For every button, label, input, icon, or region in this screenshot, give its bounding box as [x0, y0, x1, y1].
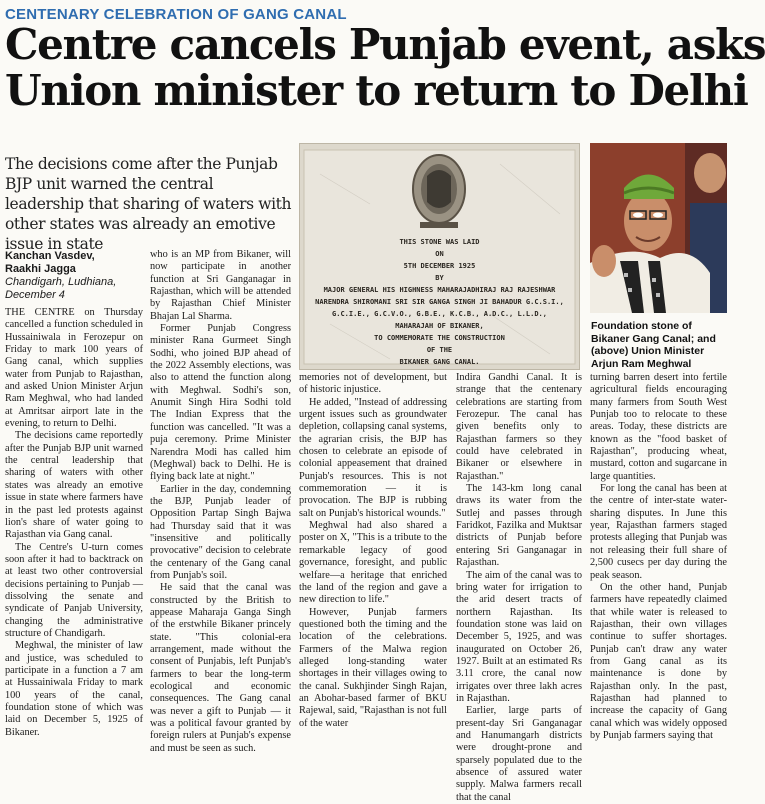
paragraph: turning barren desert into fertile agricultural fields encouraging many farmers from South West Punjab too to relocate to these areas. Today, these districts are known as the "food basket of Rajasthan", producing wheat, mustard, cotton and sugarcane in large quantities. [590, 372, 727, 482]
dateline: Chandigarh, Ludhiana, December 4 [5, 276, 117, 301]
photo-caption: Foundation stone of Bikaner Gang Canal; and (above) Union Minister Arjun Ram Meghwal [591, 320, 716, 370]
headline-line-1: Centre cancels Punjab event, asks [5, 20, 765, 69]
paragraph: THE CENTRE on Thursday cancelled a function scheduled in Hussainiwala in Ferozepur on Friday to mark 100 years of Gang canal, which supplies water from Punjab to Rajasthan, and asked Union Minister Arjun Ram Meghwal, who had landed at Amritsar airport late in the evening, to return to Delhi. [5, 307, 143, 430]
stone-inscription [308, 236, 571, 368]
paragraph: memories not of development, but of historic injustice. [299, 372, 447, 396]
paragraph: However, Punjab farmers questioned both the timing and the location of the celebrations. Farmers of the Malwa region alleged long-standing water shortages in their villages owing to the canal. Sukhjinder Singh Rajan, an Abohar-based farmer of BKU Rajewal, said, "Rajasthan is not full of the water [299, 606, 447, 729]
paragraph: He added, "Instead of addressing urgent issues such as groundwater depletion, collapsing canal systems, the agrarian crisis, the BJP has chosen to celebrate an episode of colonial appeasement that drained Punjab's resources. This is not commemoration — it is provocation. The BJP is rubbing salt on Punjab's historical wounds." [299, 396, 447, 519]
byline [5, 250, 145, 302]
inscription-line: THIS STONE WAS LAID [399, 238, 480, 246]
paragraph: The Centre's U-turn comes soon after it had to backtrack on at least two other controversial decisions pertaining to Punjab — dissolving the senate and syndicate of Panjab University, changing the administrative structure of Chandigarh. [5, 541, 143, 639]
article-column-1 [5, 307, 143, 738]
article-column-3 [299, 372, 447, 729]
inscription-line: 5TH DECEMBER 1925 [403, 262, 476, 270]
foundation-stone-photo [299, 143, 580, 370]
inscription-line: G.C.I.E., G.C.V.O., G.B.E., K.C.B., A.D.C., L.L.D., [332, 310, 547, 318]
paragraph: Former Punjab Congress minister Rana Gurmeet Singh Sodhi, who joined BJP ahead of the 2022 Assembly elections, was also to attend the function along with Meghwal. Sodhi's son, Anumit Singh Hira Sodhi told The Indian Express that the function was cancelled. "It was a puja ceremony. Prime Minister Narendra Modi has called him (Meghwal) back to Delhi. He is flying back late at night." [150, 323, 291, 483]
paragraph: Earlier in the day, condemning the BJP, Punjab leader of Opposition Partap Singh Bajwa had Thursday said that it was "insensitive and politically provocative" decision to celebrate the centenary of the Gang canal from Punjab's soil. [150, 483, 291, 581]
paragraph: who is an MP from Bikaner, will now participate in another function at Sri Ganganagar in Rajasthan, which will be attended by Rajasthan Chief Minister Bhajan Lal Sharma. [150, 249, 291, 322]
paragraph: The 143-km long canal draws its water from the Sutlej and passes through Faridkot, Fazilka and Muktsar districts of Punjab before entering Sri Ganganagar in Rajasthan. [456, 483, 582, 569]
paragraph: Earlier, large parts of present-day Sri Ganganagar and Hanumangarh districts were drought-prone and sparsely populated due to the absence of assured water supply. Malwa farmers recall that the canal [456, 705, 582, 803]
inscription-line: BIKANER GANG CANAL. [399, 358, 480, 366]
inscription-line: MAJOR GENERAL HIS HIGHNESS MAHARAJADHIRAJ RAJ RAJESHWAR [323, 286, 556, 294]
paragraph: He said that the canal was constructed by the British to appease Maharaja Ganga Singh of the erstwhile Bikaner princely state. "This colonial-era arrangement, made without the consent of Punjabis, left Punjab's farmers to bear the long-term ecological and economic consequences. The Gang canal was never a gift to Punjab — it was a political favour granted by foreign rulers at Punjab's expense and must be seen as such. [150, 582, 291, 754]
inscription-line: TO COMMEMORATE THE CONSTRUCTION [374, 334, 505, 342]
inscription-line: BY [435, 274, 444, 282]
paragraph: Meghwal had also shared a poster on X, "This is a tribute to the remarkable legacy of good governance, foresight, and public welfare—a heritage that enriched the land of the region and gave a new direction to life." [299, 520, 447, 606]
minister-portrait-photo [590, 143, 727, 313]
article-column-2 [150, 249, 291, 754]
paragraph: Meghwal, the minister of law and justice, was scheduled to participate in a function a 7 am at Hussainiwala Friday to mark 100 years of the canal, foundation stone of which was laid on December 5, 1925 of Bikaner. [5, 640, 143, 738]
author-1: Kanchan Vasdev, [5, 250, 95, 262]
kicker: CENTENARY CELEBRATION OF GANG CANAL [5, 6, 347, 23]
minister-portrait-image [590, 143, 727, 313]
inscription-line: NARENDRA SHIROMANI SRI SIR GANGA SINGH JI BAHADUR G.C.S.I., [315, 298, 564, 306]
article-column-5 [590, 372, 727, 741]
inscription-line: ON [435, 250, 444, 258]
paragraph: On the other hand, Punjab farmers have repeatedly claimed that while water is released to Rajasthan, their own villages continue to suffer shortages. Punjab can't draw any water from Gang canal as its maintenance is done by Rajasthan only. In the past, Rajasthan had planned to increase the capacity of Gang canal which was widely opposed by Punjab farmers saying that [590, 581, 727, 741]
article-column-4 [456, 372, 582, 803]
deck-summary: The decisions come after the Punjab BJP unit warned the central leadership that sharing of waters with other states was already an emotive issue in state [5, 155, 292, 253]
paragraph: For long the canal has been at the centre of inter-state water-sharing disputes. In June this year, Rajasthan farmers staged protests alleging that Punjab was not releasing their full share of 2,500 cusecs per day during the peak season. [590, 483, 727, 581]
paragraph: Indira Gandhi Canal. It is strange that the centenary celebrations are starting from Ferozepur. The canal has given benefits only to Rajasthan farmers so they could have celebrated in Bikaner or elsewhere in Rajasthan." [456, 372, 582, 482]
inscription-line: MAHARAJAH OF BIKANER, [395, 322, 484, 330]
paragraph: The aim of the canal was to bring water for irrigation to the arid desert tracts of northern Rajasthan. Its foundation stone was laid on December 5, 1925, and was inaugurated on October 26, 1927. Built at an estimated Rs 3.11 crore, the canal now irrigates over three lakh acres in Rajasthan. [456, 569, 582, 704]
headline-line-2: Union minister to return to Delhi [5, 66, 748, 115]
headline [5, 20, 765, 115]
paragraph: The decisions came reportedly after the Punjab BJP unit warned the central leadership that sharing of waters with other states was already an emotive issue in state where farmers have in the past led protests against lion's share of water going to Rajasthan via Gang canal. [5, 430, 143, 541]
author-2: Raakhi Jagga [5, 263, 76, 275]
inscription-line: OF THE [426, 346, 453, 354]
